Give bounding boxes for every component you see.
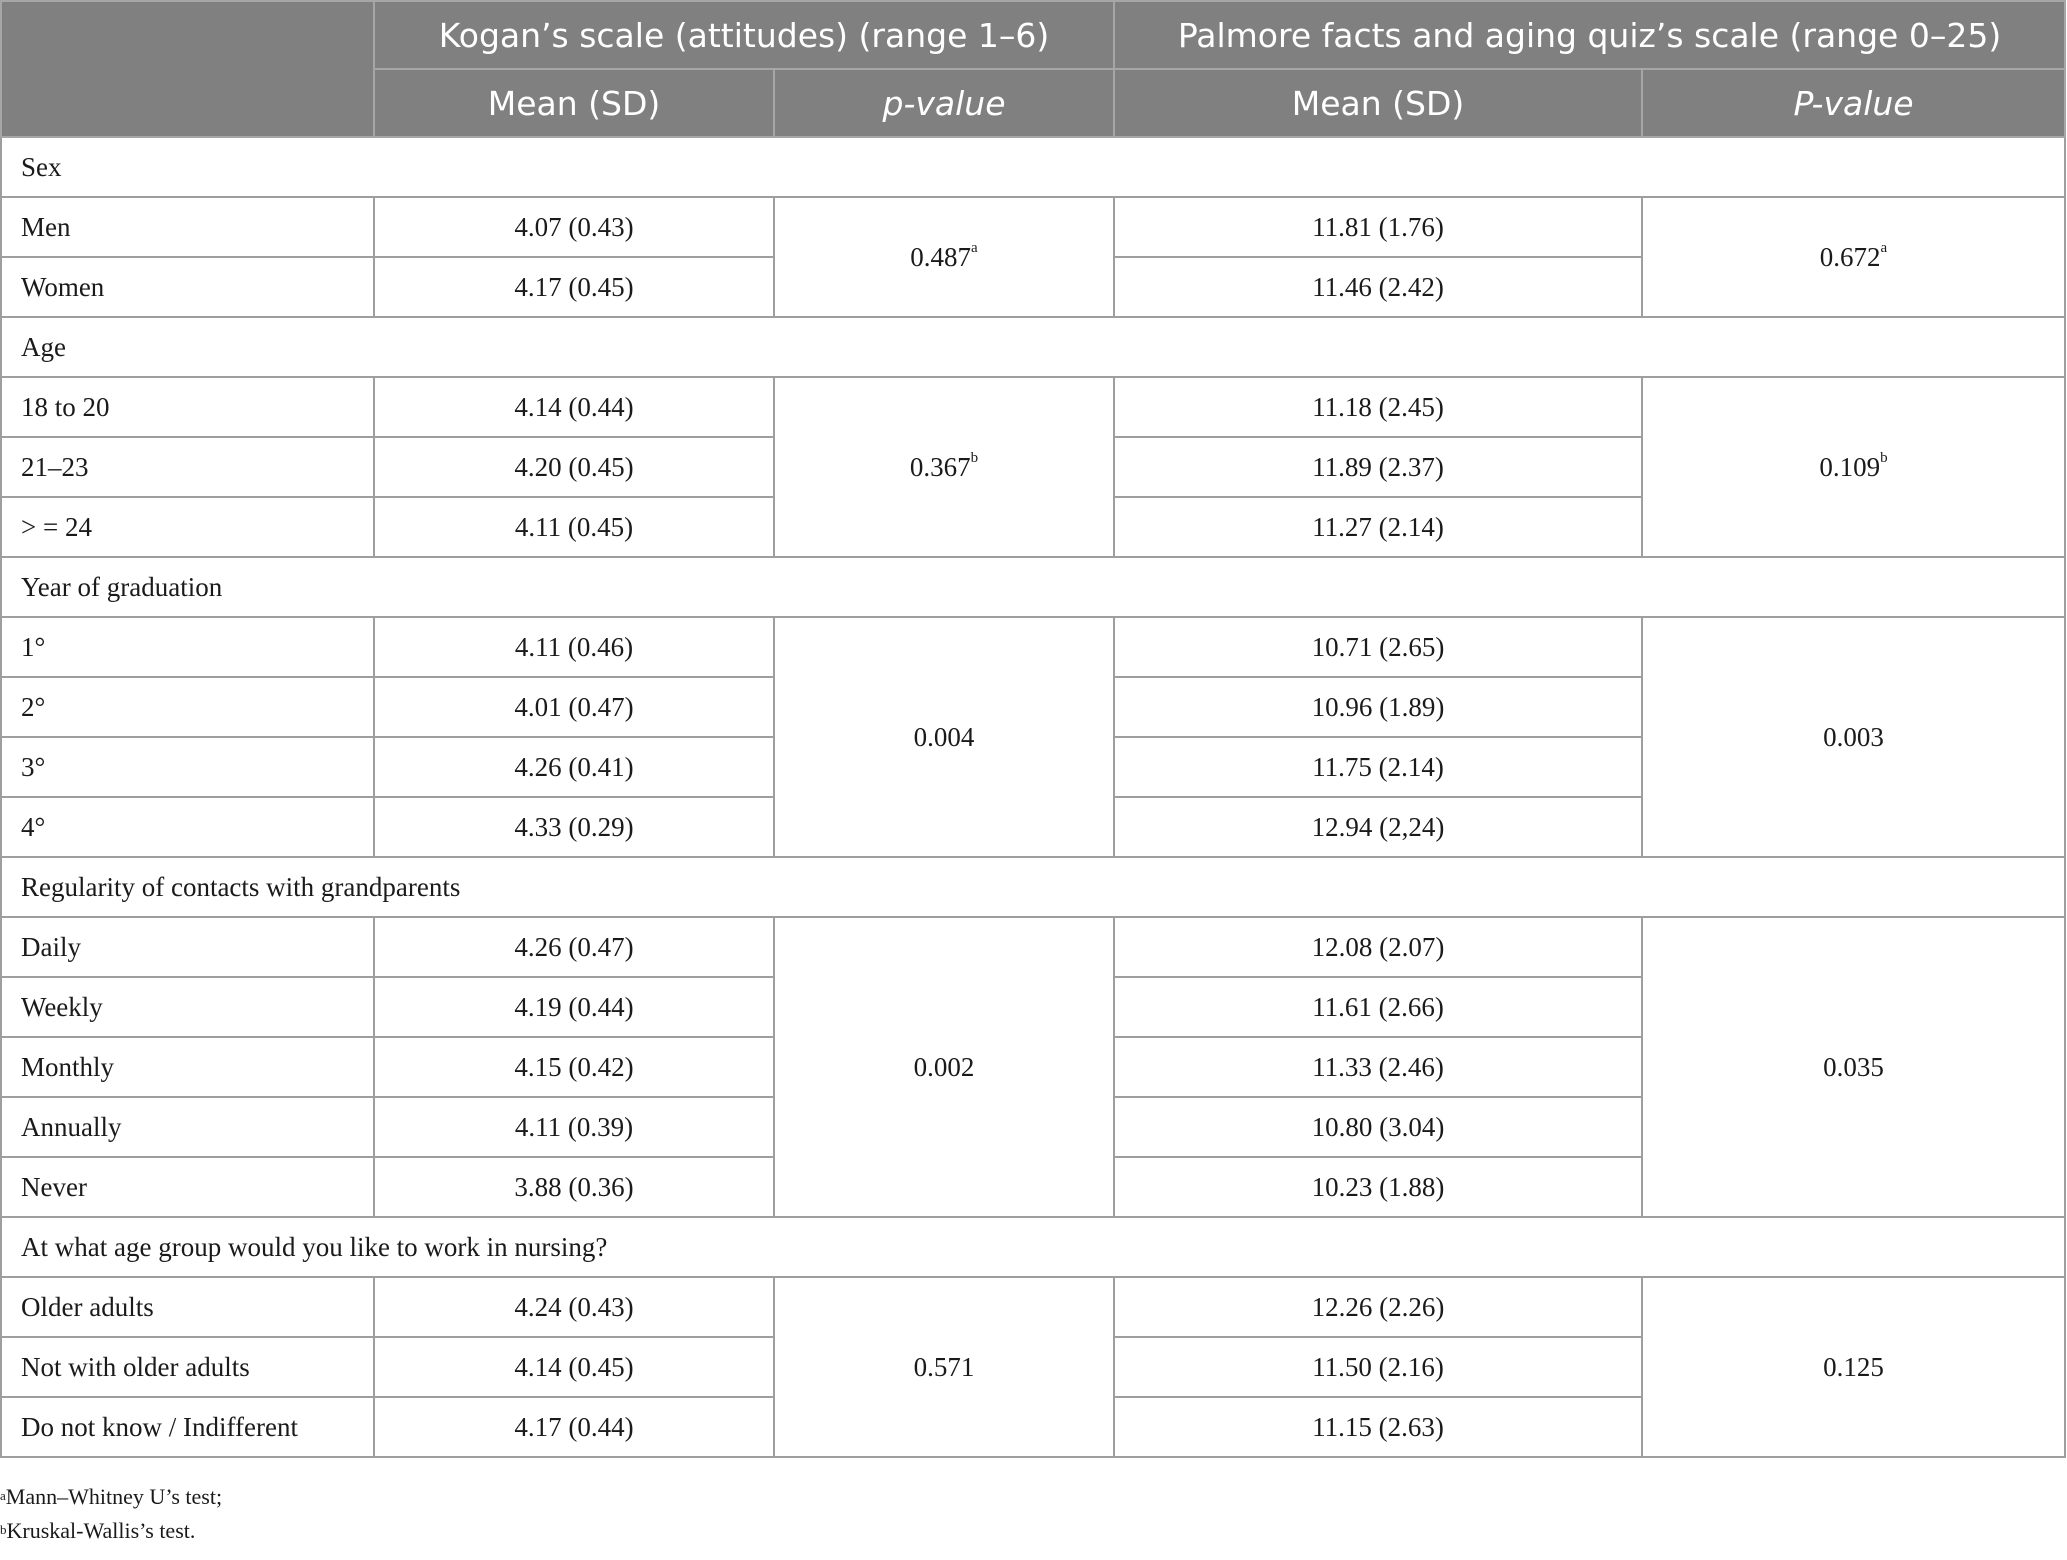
palmore-mean-sd: 11.18 (2.45) — [1114, 377, 1642, 437]
palmore-mean-sd: 10.96 (1.89) — [1114, 677, 1642, 737]
group-row — [1, 857, 2065, 917]
footnote — [0, 1480, 222, 1514]
header-palmore-mean-sd: Mean (SD) — [1114, 69, 1642, 137]
row-label: Women — [1, 257, 374, 317]
palmore-mean-sd: 10.80 (3.04) — [1114, 1097, 1642, 1157]
kogan-p-footnote-marker: b — [970, 449, 979, 466]
palmore-mean-sd: 11.33 (2.46) — [1114, 1037, 1642, 1097]
kogan-p-value-cell — [774, 617, 1114, 857]
kogan-mean-sd: 4.14 (0.45) — [374, 1337, 774, 1397]
palmore-p-value: 0.672 — [1819, 241, 1881, 272]
kogan-mean-sd: 4.15 (0.42) — [374, 1037, 774, 1097]
header-kogan-scale: Kogan’s scale (attitudes) (range 1–6) — [374, 1, 1114, 69]
kogan-mean-sd: 4.19 (0.44) — [374, 977, 774, 1037]
kogan-p-value-cell — [774, 377, 1114, 557]
row-label: Weekly — [1, 977, 374, 1037]
row-label: Not with older adults — [1, 1337, 374, 1397]
kogan-mean-sd: 4.11 (0.46) — [374, 617, 774, 677]
kogan-mean-sd: 4.14 (0.44) — [374, 377, 774, 437]
group-row — [1, 317, 2065, 377]
kogan-mean-sd: 4.17 (0.45) — [374, 257, 774, 317]
palmore-p-value-cell — [1642, 1277, 2065, 1457]
kogan-p-value: 0.487 — [910, 241, 972, 272]
kogan-p-value: 0.004 — [913, 721, 975, 752]
header-palmore-p-value: P-value — [1642, 69, 2065, 137]
palmore-mean-sd: 12.26 (2.26) — [1114, 1277, 1642, 1337]
palmore-p-value: 0.125 — [1823, 1351, 1884, 1382]
palmore-mean-sd: 11.15 (2.63) — [1114, 1397, 1642, 1457]
kogan-p-value-cell — [774, 917, 1114, 1217]
group-label: Regularity of contacts with grandparents — [1, 857, 2065, 917]
palmore-mean-sd: 10.23 (1.88) — [1114, 1157, 1642, 1217]
palmore-mean-sd: 12.94 (2,24) — [1114, 797, 1642, 857]
kogan-p-value: 0.367 — [909, 451, 971, 482]
table-row — [1, 197, 2065, 257]
group-label: Age — [1, 317, 2065, 377]
palmore-p-value: 0.003 — [1823, 721, 1884, 752]
footnote-marker: a — [0, 1488, 6, 1503]
kogan-p-value-cell — [774, 197, 1114, 317]
row-label: 3° — [1, 737, 374, 797]
kogan-mean-sd: 4.07 (0.43) — [374, 197, 774, 257]
row-label: Monthly — [1, 1037, 374, 1097]
palmore-p-value: 0.035 — [1823, 1051, 1884, 1082]
footnote — [0, 1514, 222, 1548]
kogan-mean-sd: 4.33 (0.29) — [374, 797, 774, 857]
kogan-mean-sd: 4.20 (0.45) — [374, 437, 774, 497]
table-row — [1, 1277, 2065, 1337]
header-row-scales — [1, 1, 2065, 69]
row-label: > = 24 — [1, 497, 374, 557]
table-body — [1, 137, 2065, 1457]
palmore-p-value: 0.109 — [1819, 451, 1881, 482]
row-label: Older adults — [1, 1277, 374, 1337]
row-label: Daily — [1, 917, 374, 977]
kogan-mean-sd: 4.17 (0.44) — [374, 1397, 774, 1457]
palmore-p-value-cell — [1642, 377, 2065, 557]
row-label: Do not know / Indifferent — [1, 1397, 374, 1457]
row-label: 4° — [1, 797, 374, 857]
kogan-mean-sd: 4.11 (0.45) — [374, 497, 774, 557]
footnote-marker: b — [0, 1522, 7, 1537]
table-header — [1, 1, 2065, 137]
table-row — [1, 917, 2065, 977]
palmore-mean-sd: 11.75 (2.14) — [1114, 737, 1642, 797]
group-row — [1, 1217, 2065, 1277]
row-label: 1° — [1, 617, 374, 677]
kogan-mean-sd: 4.26 (0.47) — [374, 917, 774, 977]
kogan-p-value: 0.571 — [913, 1351, 975, 1382]
kogan-p-footnote-marker: a — [971, 239, 978, 256]
group-row — [1, 137, 2065, 197]
header-blank-cell — [1, 1, 374, 137]
palmore-mean-sd: 12.08 (2.07) — [1114, 917, 1642, 977]
palmore-mean-sd: 11.81 (1.76) — [1114, 197, 1642, 257]
header-kogan-p-value: p-value — [774, 69, 1114, 137]
palmore-mean-sd: 11.50 (2.16) — [1114, 1337, 1642, 1397]
kogan-p-value: 0.002 — [913, 1051, 975, 1082]
kogan-p-value-cell — [774, 1277, 1114, 1457]
row-label: Annually — [1, 1097, 374, 1157]
row-label: Never — [1, 1157, 374, 1217]
palmore-mean-sd: 11.27 (2.14) — [1114, 497, 1642, 557]
palmore-mean-sd: 10.71 (2.65) — [1114, 617, 1642, 677]
group-label: At what age group would you like to work in nursing? — [1, 1217, 2065, 1277]
palmore-mean-sd: 11.61 (2.66) — [1114, 977, 1642, 1037]
row-label: 18 to 20 — [1, 377, 374, 437]
kogan-mean-sd: 3.88 (0.36) — [374, 1157, 774, 1217]
group-row — [1, 557, 2065, 617]
kogan-mean-sd: 4.24 (0.43) — [374, 1277, 774, 1337]
group-label: Year of graduation — [1, 557, 2065, 617]
group-label: Sex — [1, 137, 2065, 197]
row-label: 2° — [1, 677, 374, 737]
palmore-p-footnote-marker: b — [1880, 449, 1888, 466]
palmore-mean-sd: 11.89 (2.37) — [1114, 437, 1642, 497]
kogan-mean-sd: 4.11 (0.39) — [374, 1097, 774, 1157]
palmore-p-value-cell — [1642, 197, 2065, 317]
palmore-p-footnote-marker: a — [1880, 239, 1888, 256]
row-label: Men — [1, 197, 374, 257]
palmore-p-value-cell — [1642, 617, 2065, 857]
kogan-mean-sd: 4.01 (0.47) — [374, 677, 774, 737]
palmore-mean-sd: 11.46 (2.42) — [1114, 257, 1642, 317]
header-kogan-mean-sd: Mean (SD) — [374, 69, 774, 137]
table-row — [1, 617, 2065, 677]
palmore-p-value-cell — [1642, 917, 2065, 1217]
footnote-text: Mann–Whitney U’s test; — [5, 1484, 223, 1509]
table-row — [1, 377, 2065, 437]
header-palmore-scale: Palmore facts and aging quiz’s scale (range 0–25) — [1114, 1, 2065, 69]
kogan-mean-sd: 4.26 (0.41) — [374, 737, 774, 797]
table-footnotes — [0, 1480, 222, 1548]
row-label: 21–23 — [1, 437, 374, 497]
footnote-text: Kruskal-Wallis’s test. — [6, 1518, 196, 1543]
